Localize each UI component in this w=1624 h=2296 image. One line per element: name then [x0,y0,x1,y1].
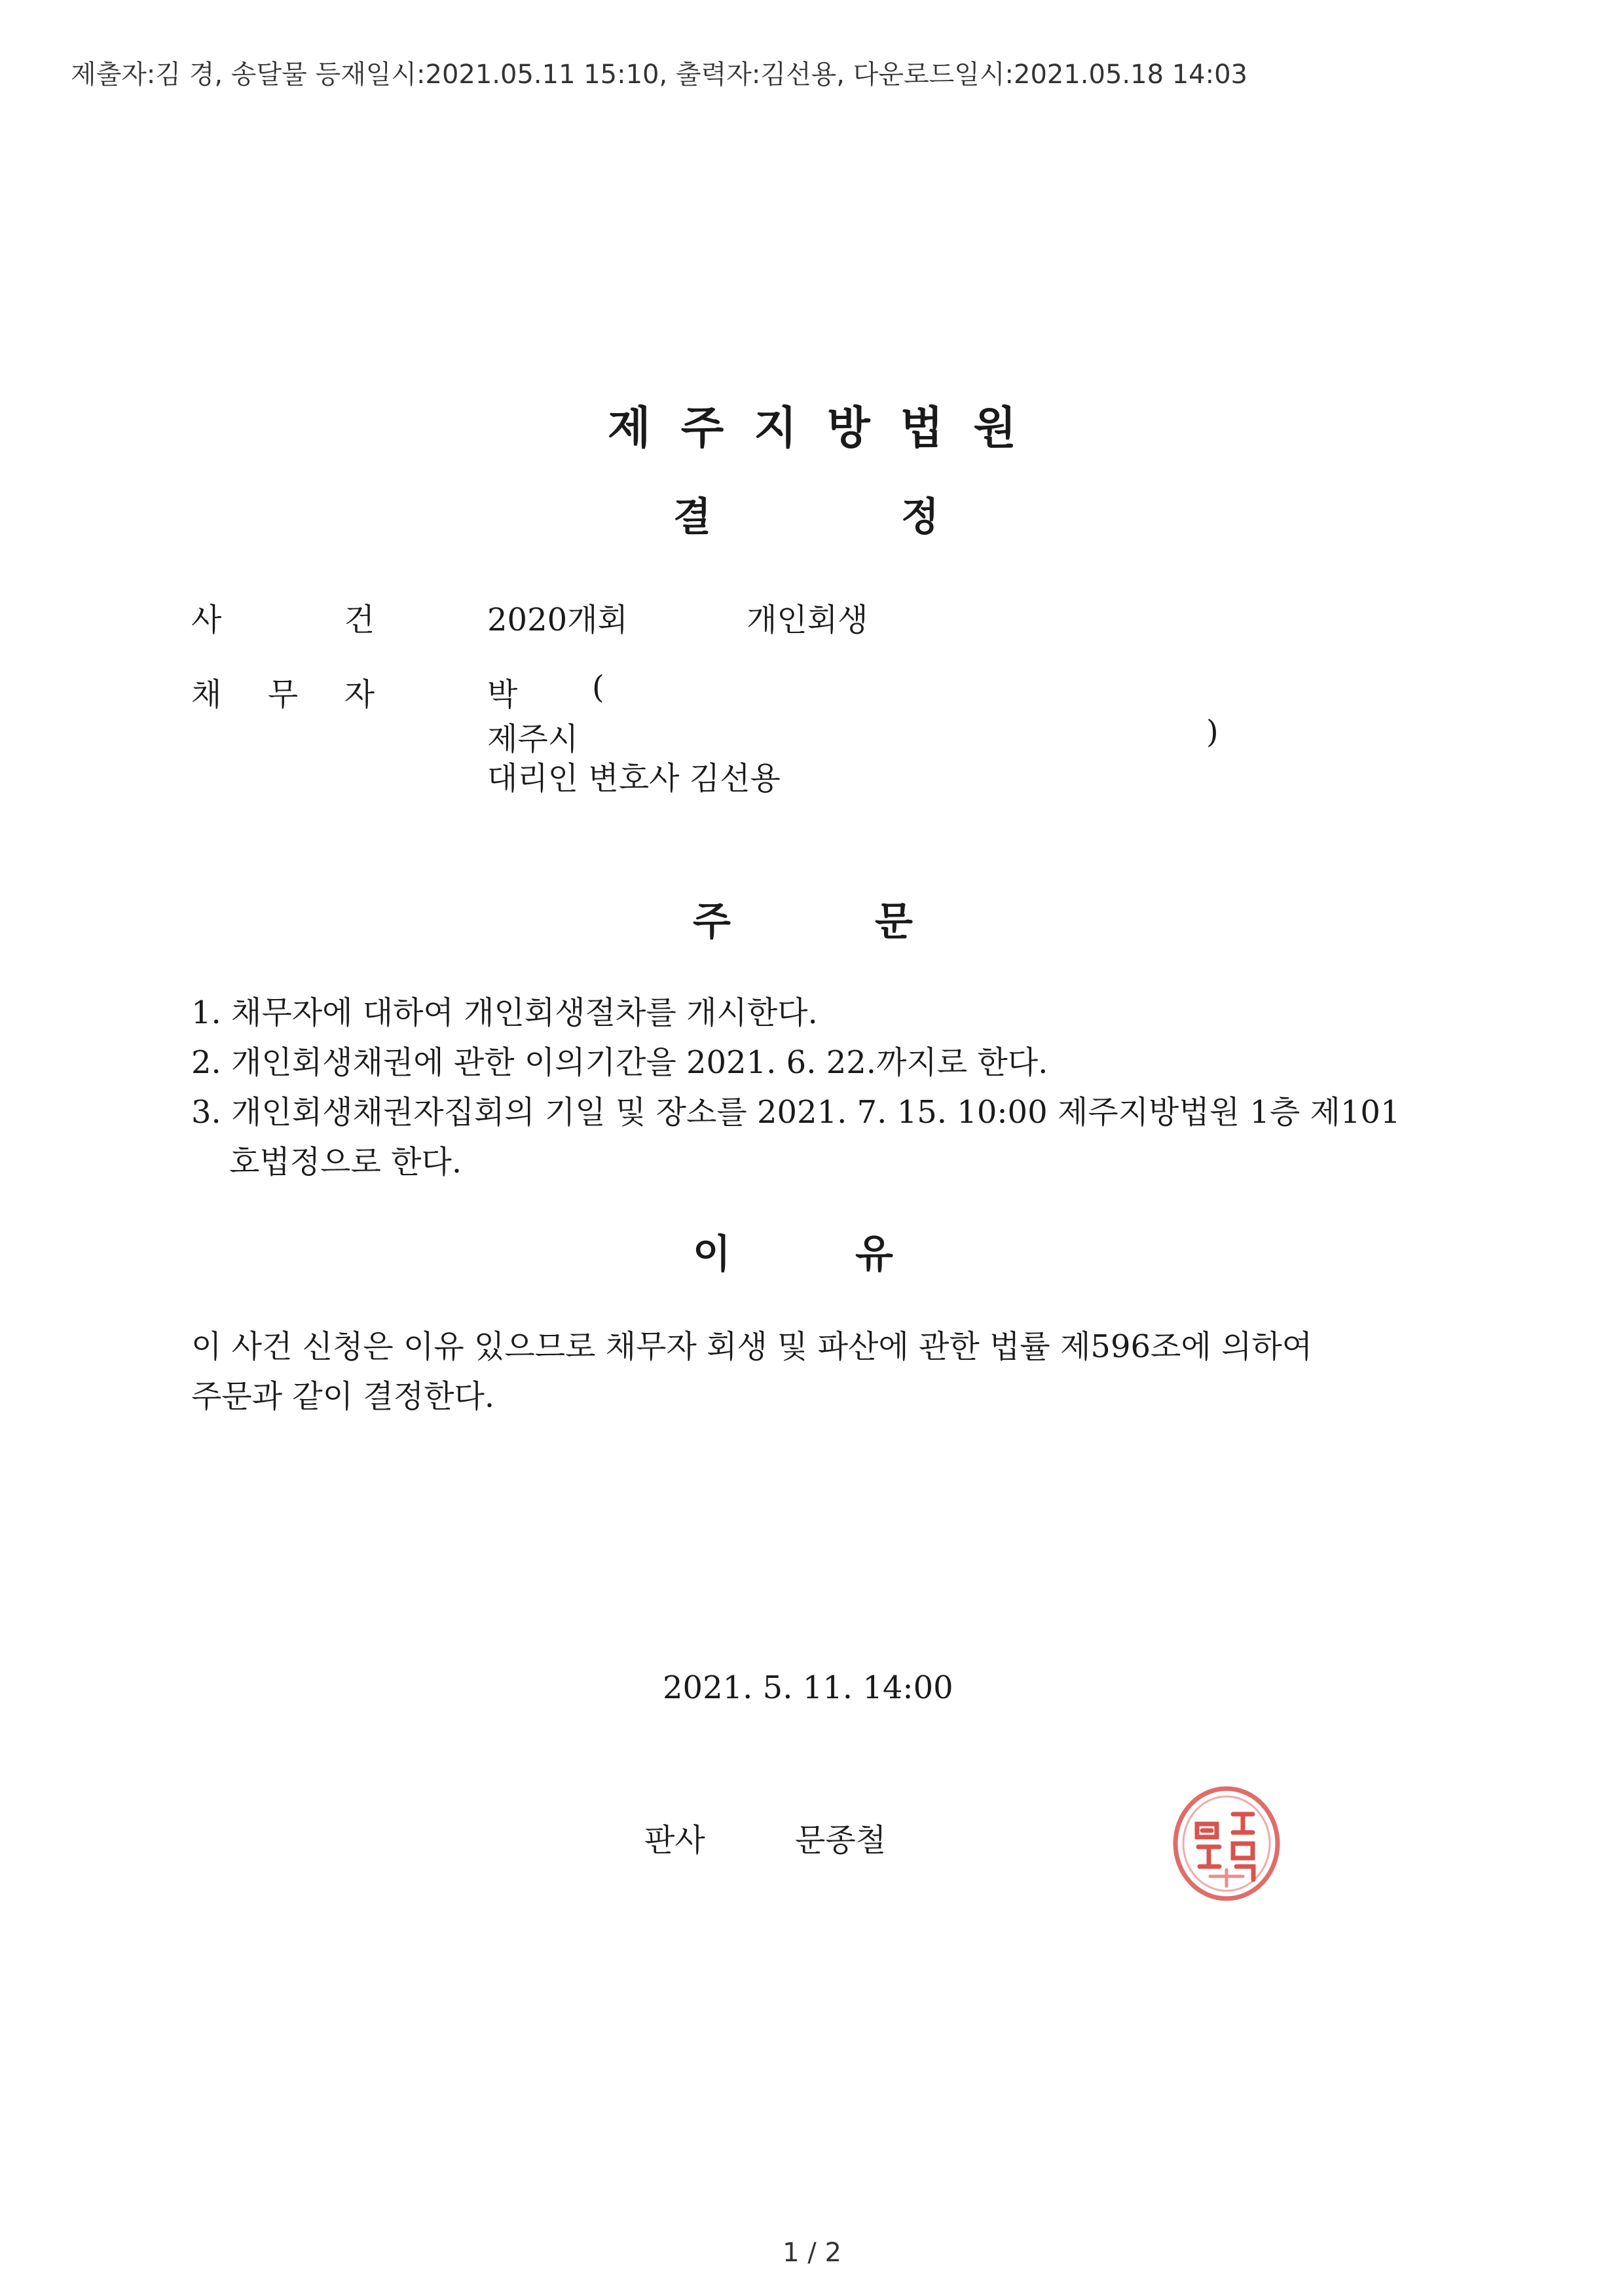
judge-title: 판사 [644,1822,705,1859]
order-item-continuation: 호법정으로 한다. [229,1144,462,1180]
case-label-char: 사 [191,602,222,638]
order-item: 2. 개인회생채권에 관한 이의기간을 2021. 6. 22.까지로 한다. [191,1044,1048,1081]
debtor-name-paren: ( [592,669,604,706]
case-label-char: 건 [344,602,375,638]
judge-name: 문종철 [795,1822,887,1859]
doc-type-right: 정 [901,494,939,540]
reason-heading-left: 이 [693,1231,731,1277]
judge-seal-stamp [1171,1785,1282,1903]
debtor-address-suffix: ) [1206,714,1219,750]
debtor-label-char: 무 [267,676,299,713]
order-heading-right: 문 [875,899,913,945]
document-meta-line: 제출자:김 경, 송달물 등재일시:2021.05.11 15:10, 출력자:김선용, 다운로드일시:2021.05.18 14:03 [71,60,1248,90]
order-item: 3. 개인회생채권자집회의 기일 및 장소를 2021. 7. 15. 10:00 제주지방법원 1층 제101 [191,1094,1401,1131]
debtor-name: 박 [487,676,518,713]
reason-line: 이 사건 신청은 이유 있으므로 채무자 회생 및 파산에 관한 법률 제596조에 의하여 [191,1328,1313,1365]
case-label [191,594,375,640]
debtor-label-char: 채 [191,676,222,713]
reason-heading-right: 유 [855,1231,893,1277]
page-number: 1 / 2 [783,2238,841,2268]
decision-date: 2021. 5. 11. 14:00 [663,1669,953,1706]
debtor-address-prefix: 제주시 [487,721,579,757]
debtor-label-char: 자 [344,676,375,713]
court-name: 제주지방법원 [607,403,1047,454]
debtor-agent: 대리인 변호사 김선용 [487,760,781,797]
debtor-label [191,669,375,714]
doc-type-left: 결 [673,494,711,540]
reason-line: 주문과 같이 결정한다. [191,1378,495,1415]
order-item: 1. 채무자에 대하여 개인회생절차를 개시한다. [191,994,818,1031]
order-heading-left: 주 [693,899,731,945]
case-type: 개인회생 [747,602,868,638]
case-number: 2020개회 [487,602,628,638]
